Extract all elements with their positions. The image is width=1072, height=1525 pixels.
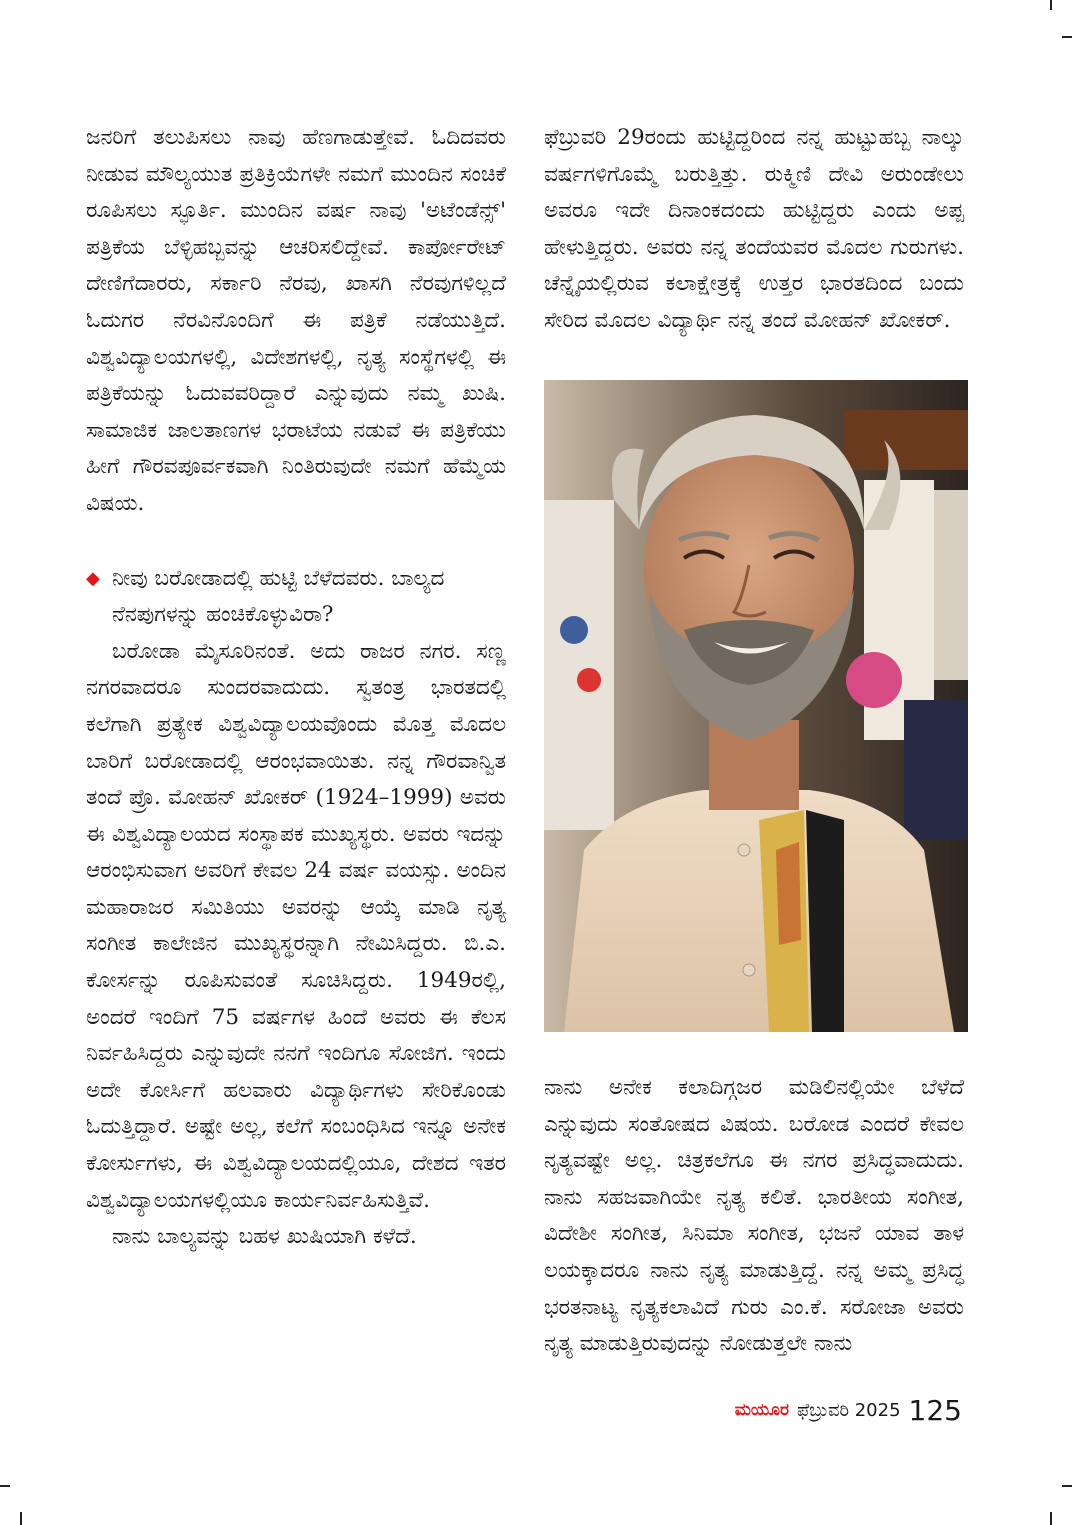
paragraph: ಫೆಬ್ರುವರಿ 29ರಂದು ಹುಟ್ಟಿದ್ದರಿಂದ ನನ್ನ ಹುಟ್ಟುಹಬ್ಬ ನಾಲ್ಕು ವರ್ಷಗಳಿಗೊಮ್ಮೆ ಬರುತ್ತಿತ್ತು. ರುಕ್ಮಿಣಿ ದೇವಿ ಅರುಂಡೇಲು ಅವರೂ ಇದೇ ದಿನಾಂಕದಂದು ಹುಟ್ಟಿದ್ದರು ಎಂದು ಅಪ್ಪ ಹೇಳುತ್ತಿದ್ದರು. ಅವರು ನನ್ನ ತಂದೆಯವರ ಮೊದಲ ಗುರುಗಳು. ಚೆನ್ನೈಯಲ್ಲಿರುವ ಕಲಾಕ್ಷೇತ್ರಕ್ಕೆ ಉತ್ತರ ಭಾರತದಿಂದ ಬಂದು ಸೇರಿದ ಮೊದಲ ವಿದ್ಯಾರ್ಥಿ ನನ್ನ ತಂದೆ ಮೋಹನ್ ಖೋಕರ್. (544, 125, 964, 333)
right-column-bottom (544, 1070, 964, 1363)
portrait-photo (544, 380, 968, 1032)
spacer (86, 523, 506, 561)
magazine-brand: ಮಯೂರ (734, 1400, 789, 1420)
page-number: 125 (908, 1393, 962, 1427)
left-column (86, 120, 506, 1256)
right-column-top (544, 120, 964, 340)
crop-mark (1062, 1485, 1072, 1487)
crop-mark (20, 1512, 22, 1525)
crop-mark (1050, 1512, 1052, 1525)
crop-mark (0, 1485, 10, 1487)
diamond-bullet-icon: ◆ (86, 567, 100, 589)
paragraph: ನಾನು ಬಾಲ್ಯವನ್ನು ಬಹಳ ಖುಷಿಯಾಗಿ ಕಳೆದೆ. (112, 1224, 417, 1250)
crop-mark (1062, 36, 1072, 38)
issue-date: ಫೆಬ್ರುವರಿ 2025 (796, 1399, 901, 1421)
crop-mark (1050, 0, 1052, 10)
interview-question (86, 561, 506, 634)
page-footer (700, 1388, 962, 1432)
paragraph: ಬರೋಡಾ ಮೈಸೂರಿನಂತೆ. ಅದು ರಾಜರ ನಗರ. ಸಣ್ಣ ನಗರವಾದರೂ ಸುಂದರವಾದುದು. ಸ್ವತಂತ್ರ ಭಾರತದಲ್ಲಿ ಕಲೆಗಾಗಿ ಪ್ರತ್ಯೇಕ ವಿಶ್ವವಿದ್ಯಾಲಯವೊಂದು ಮೊತ್ತ ಮೊದಲ ಬಾರಿಗೆ ಬರೋಡಾದಲ್ಲಿ ಆರಂಭವಾಯಿತು. ನನ್ನ ಗೌರವಾನ್ವಿತ ತಂದೆ ಪ್ರೊ. ಮೋಹನ್ ಖೋಕರ್ (1924–1999) ಅವರು ಈ ವಿಶ್ವವಿದ್ಯಾಲಯದ ಸಂಸ್ಥಾಪಕ ಮುಖ್ಯಸ್ಥರು. ಅವರು ಇದನ್ನು ಆರಂಭಿಸುವಾಗ ಅವರಿಗೆ ಕೇವಲ 24 ವರ್ಷ ವಯಸ್ಸು. ಅಂದಿನ ಮಹಾರಾಜರ ಸಮಿತಿಯು ಅವರನ್ನು ಆಯ್ಕೆ ಮಾಡಿ ನೃತ್ಯ ಸಂಗೀತ ಕಾಲೇಜಿನ ಮುಖ್ಯಸ್ಥರನ್ನಾಗಿ ನೇಮಿಸಿದ್ದರು. ಬಿ.ಎ. ಕೋರ್ಸನ್ನು ರೂಪಿಸುವಂತೆ ಸೂಚಿಸಿದ್ದರು. 1949ರಲ್ಲಿ, ಅಂದರೆ ಇಂದಿಗೆ 75 ವರ್ಷಗಳ ಹಿಂದೆ ಅವರು ಈ ಕೆಲಸ ನಿರ್ವಹಿಸಿದ್ದರು ಎನ್ನುವುದೇ ನನಗೆ ಇಂದಿಗೂ ಸೋಜಿಗ. ಇಂದು ಅದೇ ಕೋರ್ಸಿಗೆ ಹಲವಾರು ವಿದ್ಯಾರ್ಥಿಗಳು ಸೇರಿಕೊಂಡು ಓದುತ್ತಿದ್ದಾರೆ. ಅಷ್ಟೇ ಅಲ್ಲ, ಕಲೆಗೆ ಸಂಬಂಧಿಸಿದ ಇನ್ನೂ ಅನೇಕ ಕೋರ್ಸುಗಳು, ಈ ವಿಶ್ವವಿದ್ಯಾಲಯದಲ್ಲಿಯೂ, ದೇಶದ ಇತರ ವಿಶ್ವವಿದ್ಯಾಲಯಗಳಲ್ಲಿಯೂ ಕಾರ್ಯನಿರ್ವಹಿಸುತ್ತಿವೆ. (86, 638, 506, 1213)
question-text: ನೀವು ಬರೋಡಾದಲ್ಲಿ ಹುಟ್ಟಿ ಬೆಳೆದವರು. ಬಾಲ್ಯದ ನೆನಪುಗಳನ್ನು ಹಂಚಿಕೊಳ್ಳುವಿರಾ? (112, 565, 445, 628)
paragraph: ನಾನು ಅನೇಕ ಕಲಾದಿಗ್ಗಜರ ಮಡಿಲಿನಲ್ಲಿಯೇ ಬೆಳೆದೆ ಎನ್ನುವುದು ಸಂತೋಷದ ವಿಷಯ. ಬರೋಡ ಎಂದರೆ ಕೇವಲ ನೃತ್ಯವಷ್ಟೇ ಅಲ್ಲ. ಚಿತ್ರಕಲೆಗೂ ಈ ನಗರ ಪ್ರಸಿದ್ಧವಾದುದು. ನಾನು ಸಹಜವಾಗಿಯೇ ನೃತ್ಯ ಕಲಿತೆ. ಭಾರತೀಯ ಸಂಗೀತ, ವಿದೇಶೀ ಸಂಗೀತ, ಸಿನಿಮಾ ಸಂಗೀತ, ಭಜನೆ ಯಾವ ತಾಳ ಲಯಕ್ಕಾದರೂ ನಾನು ನೃತ್ಯ ಮಾಡುತ್ತಿದ್ದೆ. ನನ್ನ ಅಮ್ಮ ಪ್ರಸಿದ್ಧ ಭರತನಾಟ್ಯ ನೃತ್ಯಕಲಾವಿದೆ ಗುರು ಎಂ.ಕೆ. ಸರೋಜಾ ಅವರು ನೃತ್ಯ ಮಾಡುತ್ತಿರುವುದನ್ನು ನೋಡುತ್ತಲೇ ನಾನು (544, 1075, 964, 1357)
paragraph: ಜನರಿಗೆ ತಲುಪಿಸಲು ನಾವು ಹೆಣಗಾಡುತ್ತೇವೆ. ಓದಿದವರು ನೀಡುವ ಮೌಲ್ಯಯುತ ಪ್ರತಿಕ್ರಿಯೆಗಳೇ ನಮಗೆ ಮುಂದಿನ ಸಂಚಿಕೆ ರೂಪಿಸಲು ಸ್ಫೂರ್ತಿ. ಮುಂದಿನ ವರ್ಷ ನಾವು 'ಅಟೆಂಡೆನ್ಸ್' ಪತ್ರಿಕೆಯ ಬೆಳ್ಳಿಹಬ್ಬವನ್ನು ಆಚರಿಸಲಿದ್ದೇವೆ. ಕಾರ್ಪೋರೇಟ್ ದೇಣಿಗೆದಾರರು, ಸರ್ಕಾರಿ ನೆರವು, ಖಾಸಗಿ ನೆರವುಗಳಿಲ್ಲದೆ ಓದುಗರ ನೆರವಿನೊಂದಿಗೆ ಈ ಪತ್ರಿಕೆ ನಡೆಯುತ್ತಿದೆ. ವಿಶ್ವವಿದ್ಯಾಲಯಗಳಲ್ಲಿ, ವಿದೇಶಗಳಲ್ಲಿ, ನೃತ್ಯ ಸಂಸ್ಥೆಗಳಲ್ಲಿ ಈ ಪತ್ರಿಕೆಯನ್ನು ಓದುವವರಿದ್ದಾರೆ ಎನ್ನುವುದು ನಮ್ಮ ಖುಷಿ. ಸಾಮಾಜಿಕ ಜಾಲತಾಣಗಳ ಭರಾಟೆಯ ನಡುವೆ ಈ ಪತ್ರಿಕೆಯು ಹೀಗೆ ಗೌರವಪೂರ್ವಕವಾಗಿ ನಿಂತಿರುವುದೇ ನಮಗೆ ಹೆಮ್ಮೆಯ ವಿಷಯ. (86, 125, 506, 516)
